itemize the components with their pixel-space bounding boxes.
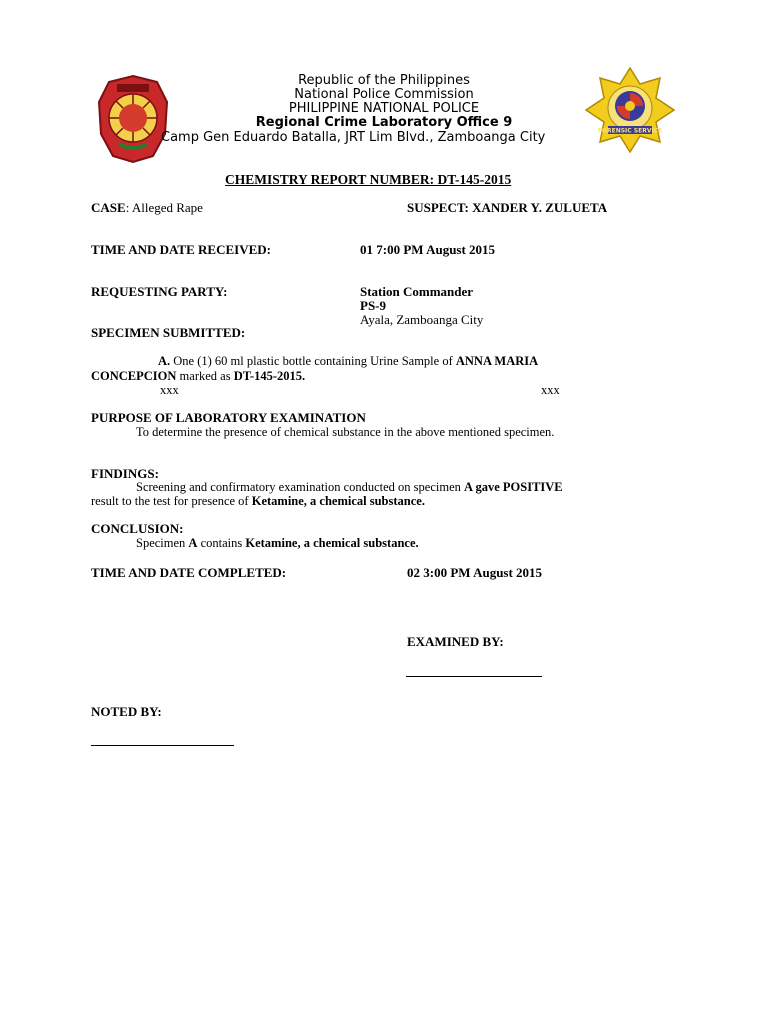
conclusion-text1: Specimen xyxy=(136,536,189,550)
findings-bold2: Ketamine, a chemical substance. xyxy=(251,494,425,508)
specimen-marked: marked as xyxy=(176,369,234,383)
findings-text2: result to the test for presence of xyxy=(91,494,252,508)
noted-by-label: NOTED BY: xyxy=(91,704,162,719)
findings-label: FINDINGS: xyxy=(91,466,159,481)
specimen-desc: One (1) 60 ml plastic bottle containing Urine Sample of xyxy=(170,354,456,368)
header-address: Camp Gen Eduardo Batalla, JRT Lim Blvd., Zamboanga City xyxy=(161,130,546,145)
completed-value: 02 3:00 PM August 2015 xyxy=(407,565,543,580)
specimen-line2 xyxy=(91,369,305,384)
received-value: 01 7:00 PM August 2015 xyxy=(360,242,496,257)
svg-text:FORENSIC SERVICE: FORENSIC SERVICE xyxy=(597,127,663,135)
examined-by-label: EXAMINED BY: xyxy=(407,634,504,649)
noted-by-signature-line xyxy=(91,745,234,746)
case-label: CASE xyxy=(91,200,126,215)
examined-by-signature-line xyxy=(406,676,542,677)
conclusion-text2: contains xyxy=(197,536,246,550)
received-label: TIME AND DATE RECEIVED: xyxy=(91,242,271,257)
specimen-name1: ANNA MARIA xyxy=(455,354,539,368)
findings-line2 xyxy=(91,494,425,509)
specimen-xxx-right: xxx xyxy=(541,383,560,397)
header-pnp: PHILIPPINE NATIONAL POLICE xyxy=(288,101,480,116)
findings-bold1: A gave POSITIVE xyxy=(464,480,563,494)
requesting-label: REQUESTING PARTY: xyxy=(91,284,228,299)
requesting-line1: Station Commander xyxy=(360,284,474,299)
completed-label: TIME AND DATE COMPLETED: xyxy=(91,565,287,580)
conclusion-line xyxy=(136,536,419,551)
suspect-line: SUSPECT: XANDER Y. ZULUETA xyxy=(407,200,608,215)
conclusion-bold2: Ketamine, a chemical substance. xyxy=(245,536,419,550)
header-napolcom: National Police Commission xyxy=(294,87,474,102)
purpose-text: To determine the presence of chemical substance in the above mentioned specimen. xyxy=(136,425,555,439)
findings-line1 xyxy=(136,480,563,495)
header-office: Regional Crime Laboratory Office 9 xyxy=(255,115,513,130)
specimen-label: SPECIMEN SUBMITTED: xyxy=(91,325,246,340)
specimen-code: DT-145-2015. xyxy=(233,369,306,383)
findings-text1: Screening and confirmatory examination conducted on specimen xyxy=(136,480,465,494)
specimen-xxx-left: xxx xyxy=(160,383,179,397)
requesting-line2: PS-9 xyxy=(360,298,386,313)
requesting-line3: Ayala, Zamboanga City xyxy=(360,312,484,327)
forensic-service-badge-logo xyxy=(584,66,676,154)
case-line xyxy=(91,200,203,216)
conclusion-label: CONCLUSION: xyxy=(91,521,184,536)
pnp-seal-logo xyxy=(95,74,171,164)
report-title: CHEMISTRY REPORT NUMBER: DT-145-2015 xyxy=(225,172,512,187)
specimen-name2: CONCEPCION xyxy=(91,369,177,383)
specimen-letter: A. xyxy=(158,354,171,368)
header-republic: Republic of the Philippines xyxy=(298,73,470,88)
conclusion-bold1: A xyxy=(188,536,198,550)
purpose-label: PURPOSE OF LABORATORY EXAMINATION xyxy=(91,410,366,425)
specimen-line1 xyxy=(158,354,538,369)
case-value: : Alleged Rape xyxy=(125,200,203,215)
